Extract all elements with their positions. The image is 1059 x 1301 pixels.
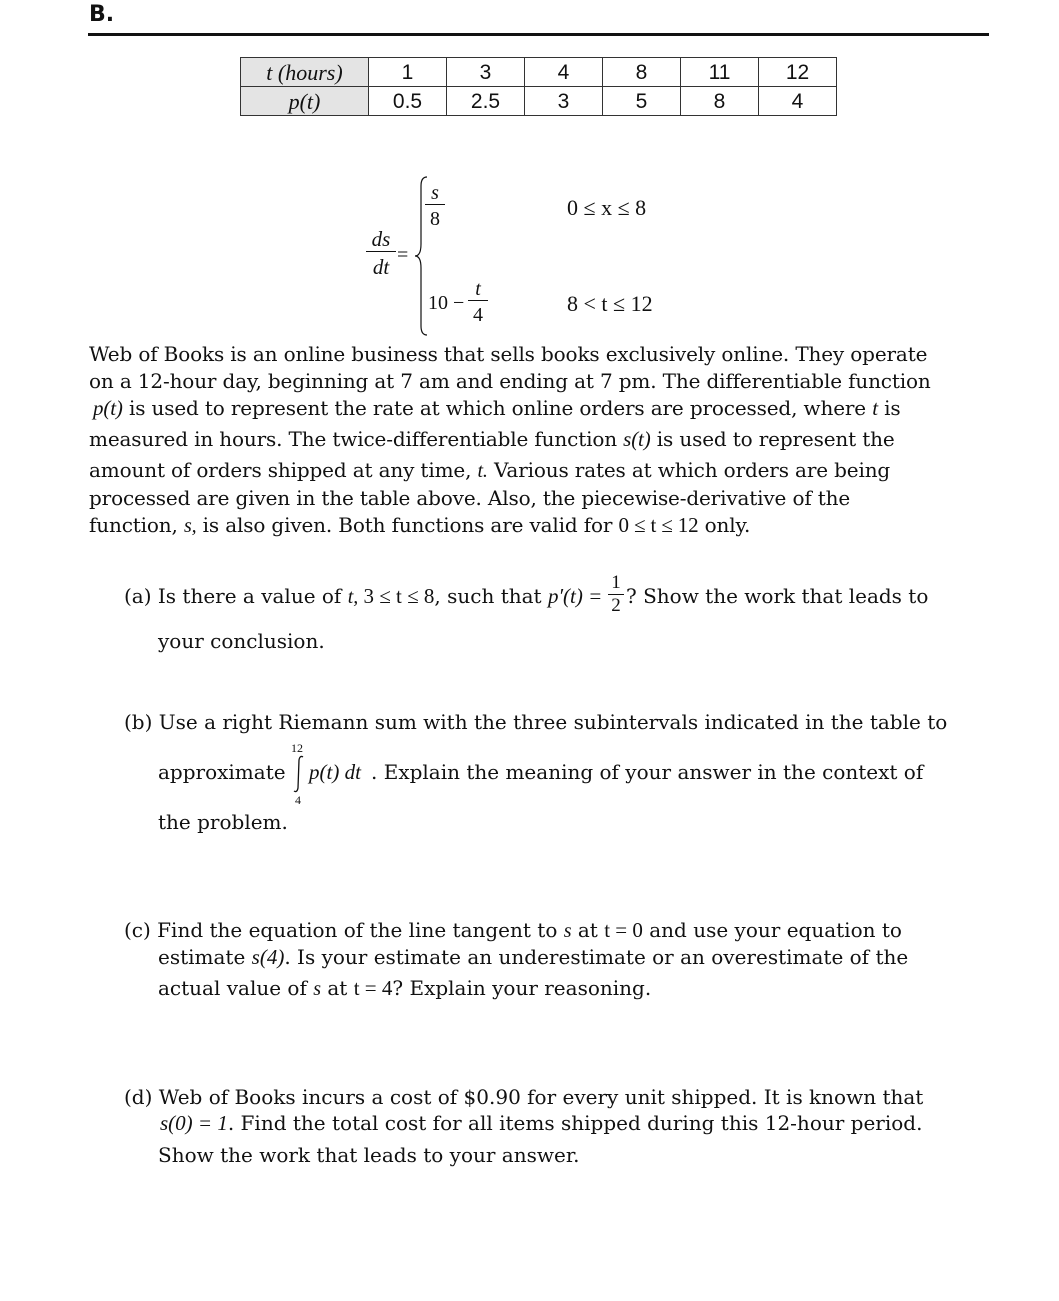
case1-condition: 0 ≤ x ≤ 8 [567, 195, 647, 220]
intro-line: Web of Books is an online business that sells books exclusively online. They operate [89, 342, 928, 366]
table-cell: 5 [603, 87, 681, 116]
case2-denominator: 4 [468, 300, 488, 327]
part-b-approx: approximate [158, 760, 286, 784]
part-b-line3: the problem. [158, 810, 288, 834]
intro-line: amount of orders shipped at any time, t. Various rates at which orders are being [89, 458, 891, 482]
part-d-line3: Show the work that leads to your answer. [158, 1143, 580, 1167]
table-cell: 8 [603, 58, 681, 87]
case2-lead: 10 − [428, 292, 465, 314]
table-row [241, 58, 837, 87]
case1-fraction [425, 182, 445, 231]
integral-sign-icon [292, 755, 306, 793]
table-cell: 3 [447, 58, 525, 87]
intro-line: p(t) is used to represent the rate at which online orders are processed, where t is [93, 396, 901, 420]
table-cell: 4 [525, 58, 603, 87]
part-a-fraction [608, 572, 624, 617]
lhs-denominator: dt [366, 251, 396, 280]
table-header-p: p(t) [241, 87, 369, 116]
case2-fraction [468, 278, 488, 327]
part-a-numerator: 1 [611, 572, 621, 593]
part-d-line2: s(0) = 1. Find the total cost for all items shipped during this 12-hour period. [160, 1111, 923, 1135]
part-a-line2: your conclusion. [158, 629, 325, 653]
table-cell: 4 [759, 87, 837, 116]
intro-line: measured in hours. The twice-differentiable function s(t) is used to represent the [89, 427, 895, 451]
part-c-line3: actual value of s at t = 4? Explain your reasoning. [158, 976, 652, 1000]
table-cell: 3 [525, 87, 603, 116]
part-a-tail: ? Show the work that leads to [626, 584, 929, 608]
integral-upper-limit: 12 [291, 741, 303, 755]
intro-line: function, s, is also given. Both functions are valid for 0 ≤ t ≤ 12 only. [89, 513, 751, 537]
case1-numerator: s [431, 182, 439, 204]
case2-numerator: t [475, 278, 481, 300]
table-cell: 2.5 [447, 87, 525, 116]
lhs-fraction [366, 227, 396, 280]
table-cell: 12 [759, 58, 837, 87]
part-d-line1: (d) Web of Books incurs a cost of $0.90 for every unit shipped. It is known that [124, 1085, 924, 1109]
table-cell: 1 [369, 58, 447, 87]
data-table [240, 57, 837, 116]
table-row [241, 87, 837, 116]
part-c-line2: estimate s(4). Is your estimate an underestimate or an overestimate of the [158, 945, 909, 969]
table-header-t: t (hours) [241, 58, 369, 87]
equals-sign: = [397, 244, 409, 266]
part-a-line1: (a) Is there a value of t, 3 ≤ t ≤ 8, such that p′(t) = [124, 584, 603, 608]
integrand: p(t) dt [309, 760, 361, 784]
table-cell: 11 [681, 58, 759, 87]
header-rule [88, 33, 989, 36]
part-b-tail: . Explain the meaning of your answer in the context of [371, 760, 924, 784]
case1-denominator: 8 [425, 204, 445, 231]
case2-condition: 8 < t ≤ 12 [567, 291, 653, 316]
lhs-numerator: ds [371, 227, 391, 251]
intro-line: on a 12-hour day, beginning at 7 am and ending at 7 pm. The differentiable function [89, 369, 931, 393]
intro-paragraph [89, 341, 989, 540]
intro-line: processed are given in the table above. Also, the piecewise-derivative of the [89, 486, 851, 510]
part-c-line1: (c) Find the equation of the line tangent to s at t = 0 and use your equation to [124, 918, 902, 942]
part-a-denominator: 2 [608, 594, 624, 617]
table-cell: 0.5 [369, 87, 447, 116]
table-cell: 8 [681, 87, 759, 116]
part-b-line1: (b) Use a right Riemann sum with the three subintervals indicated in the table to [124, 710, 948, 734]
section-label: B. [89, 2, 115, 27]
integral-lower-limit: 4 [295, 793, 301, 807]
